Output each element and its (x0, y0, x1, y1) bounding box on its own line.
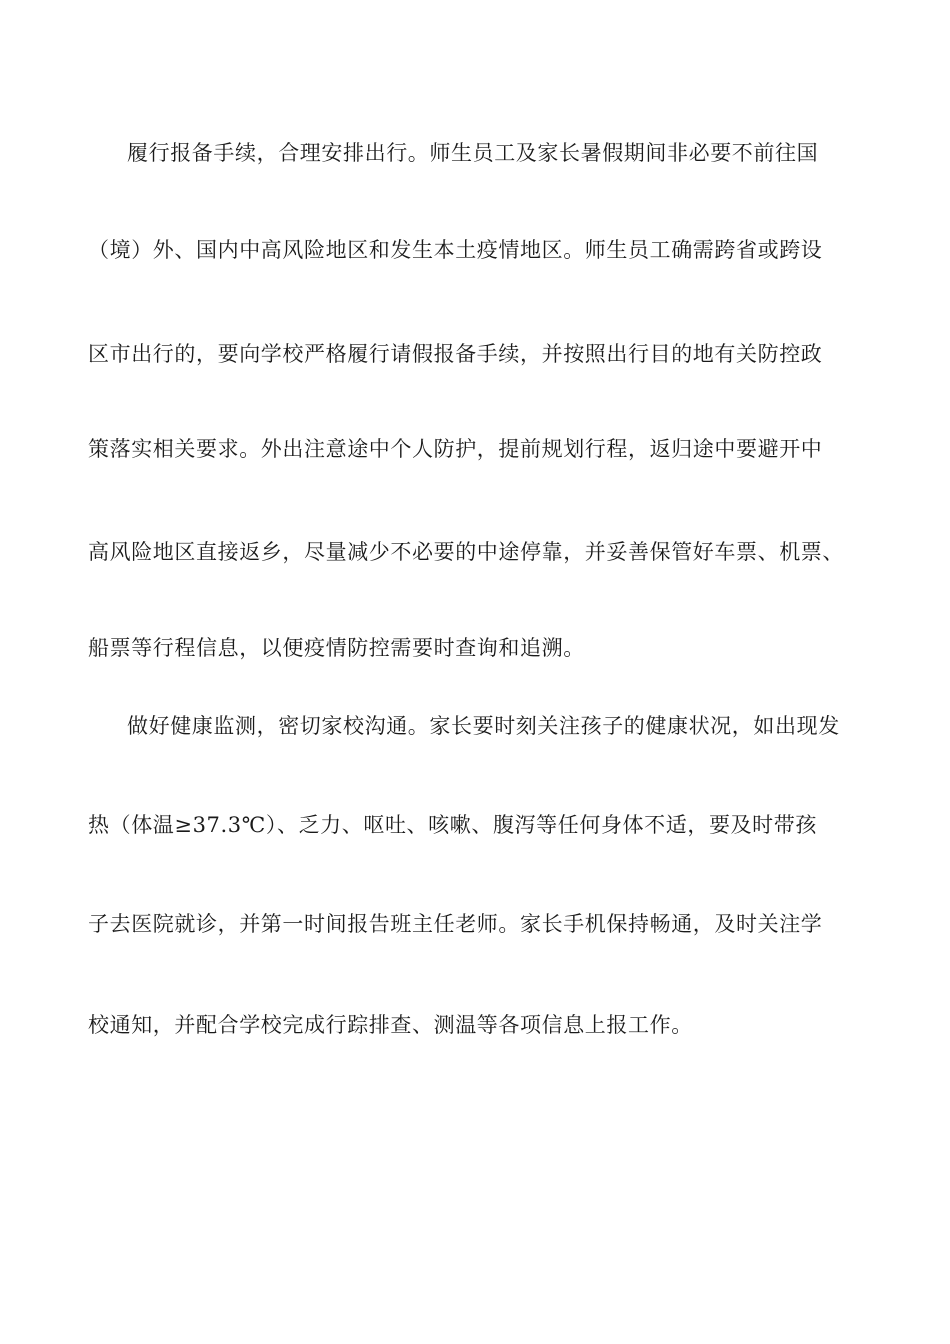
paragraph-1-line-5: 高风险地区直接返乡，尽量减少不必要的中途停靠，并妥善保管好车票、机票、 (88, 540, 844, 564)
paragraph-1-line-1: 履行报备手续，合理安排出行。师生员工及家长暑假期间非必要不前往国 (127, 141, 819, 165)
paragraph-2-line-2: 热（体温≥37.3℃）、乏力、呕吐、咳嗽、腹泻等任何身体不适，要及时带孩 (88, 813, 817, 837)
paragraph-1-line-6: 船票等行程信息，以便疫情防控需要时查询和追溯。 (88, 636, 585, 660)
paragraph-1-line-4: 策落实相关要求。外出注意途中个人防护，提前规划行程，返归途中要避开中 (88, 437, 823, 461)
paragraph-2-line-3: 子去医院就诊，并第一时间报告班主任老师。家长手机保持畅通，及时关注学 (88, 912, 823, 936)
paragraph-2-line-4: 校通知，并配合学校完成行踪排查、测温等各项信息上报工作。 (88, 1013, 693, 1037)
paragraph-1-line-3: 区市出行的，要向学校严格履行请假报备手续，并按照出行目的地有关防控政 (88, 342, 823, 366)
paragraph-1-line-2: （境）外、国内中高风险地区和发生本土疫情地区。师生员工确需跨省或跨设 (88, 238, 823, 262)
paragraph-2-line-1: 做好健康监测，密切家校沟通。家长要时刻关注孩子的健康状况，如出现发 (127, 714, 840, 738)
